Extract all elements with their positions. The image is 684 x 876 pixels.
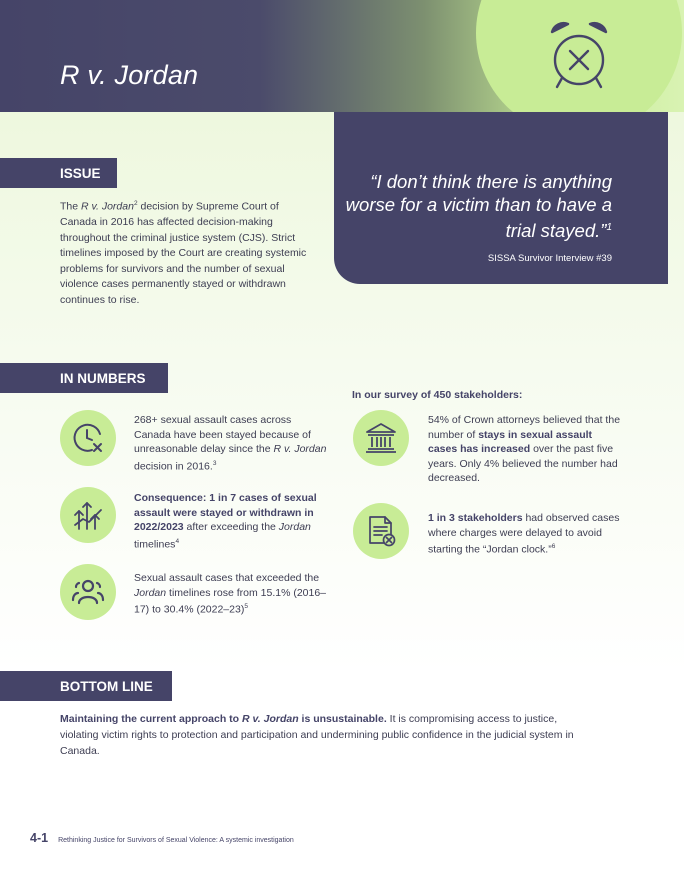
stat-icon-circle [60, 564, 116, 620]
quote-source: SISSA Survivor Interview #39 [487, 253, 612, 264]
survey-icon-circle [353, 410, 409, 466]
report-title: Rethinking Justice for Survivors of Sexual Violence: A systemic investigation [58, 837, 294, 844]
page-title: R v. Jordan [60, 60, 199, 90]
survey-heading: In our survey of 450 stakeholders: [352, 389, 523, 401]
document-x-icon [363, 513, 399, 549]
page-footer [30, 831, 294, 845]
quote-footnote: 1 [606, 222, 612, 233]
stat-icon-circle [60, 410, 116, 466]
stat-stayed-cases: 268+ sexual assault cases across Canada have been stayed because of unreasonable delay since the R v. Jordan decision in 2016.$^3$ [134, 414, 327, 472]
people-group-icon [69, 574, 107, 610]
stat-icon-circle [60, 487, 116, 543]
clock-x-icon [70, 420, 106, 456]
quote-panel [334, 112, 668, 284]
growth-arrows-icon [70, 497, 106, 533]
stat-consequence: Consequence: 1 in 7 cases of sexual assault were stayed or withdrawn in 2022/2023 after exceeding the Jordan timelines$^4$ [134, 492, 317, 550]
stat-cases-rose: Sexual assault cases that exceeded the Jordan timelines rose from 15.1% (2016–17) to 30.4% (2022–23)$^5$ [134, 572, 327, 616]
courthouse-icon [363, 420, 399, 456]
survey-crown-attorneys: 54% of Crown attorneys believed that the number of stays in sexual assault cases has increased over the past five years. Only 4% believed the number had decreased. [428, 414, 621, 484]
survey-icon-circle [353, 503, 409, 559]
alarm-clock-x-icon [548, 18, 610, 94]
bottom-line-label: BOTTOM LINE [0, 671, 172, 701]
survivor-quote: “I don’t think there is anything worse for a victim than to have a trial stayed.”$^1$ [345, 171, 612, 242]
issue-paragraph: The R v. Jordan$^2$ decision by Supreme Court of Canada in 2016 has affected decision-making throughout the criminal justice system (CJS). Strict timelines imposed by the Court are creating systemic problems for survivors and the number of sexual violence cases permanently stayed or withdrawn continues to rise. [60, 200, 307, 306]
in-numbers-label: IN NUMBERS [0, 363, 168, 393]
bottom-line-paragraph: Maintaining the current approach to R v. Jordan is unsustainable. It is compromising access to justice, violating victim rights to protection and participation and undermining public confidence in the judicial system in Canada. [60, 713, 574, 757]
page-number: 4-1 [30, 831, 49, 845]
issue-label: ISSUE [0, 158, 117, 188]
survey-charges-delayed: 1 in 3 stakeholders had observed cases where charges were delayed to avoid starting the “Jordan clock.”$^6$ [428, 512, 620, 556]
